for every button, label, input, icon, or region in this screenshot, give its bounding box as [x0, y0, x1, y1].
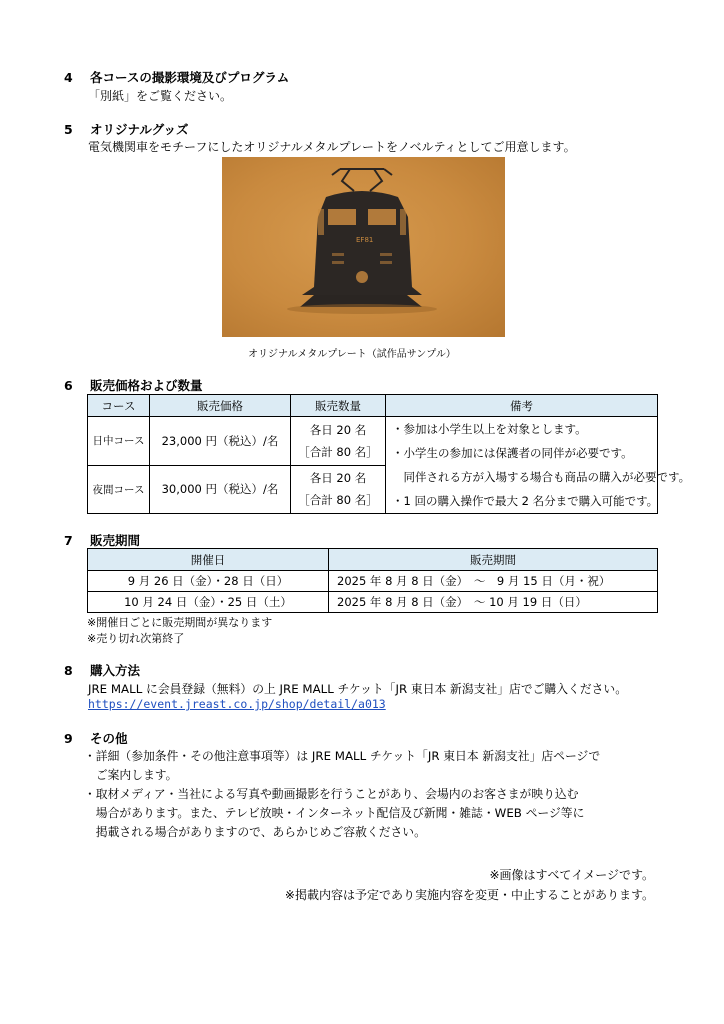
- remark-item: ・小学生の参加には保護者の同伴が必要です。: [392, 446, 633, 460]
- section-4-body: 「別紙」をご覧ください。: [88, 89, 233, 103]
- other-line: 場合があります。また、テレビ放映・インターネット配信及び新聞・雑誌・WEB ページ等に: [84, 806, 585, 820]
- course-quantity: [291, 417, 386, 466]
- quantity-total: ［合計 80 名］: [298, 493, 378, 508]
- header-remarks: 備考: [386, 395, 658, 417]
- header-sales-period: 販売期間: [329, 549, 658, 571]
- table-row: [88, 592, 658, 613]
- shop-link[interactable]: https://event.jreast.co.jp/shop/detail/a013: [88, 697, 386, 711]
- course-price: 23,000 円（税込）/名: [150, 417, 291, 466]
- header-course: コース: [88, 395, 150, 417]
- period-note: ※開催日ごとに販売期間が異なります: [87, 616, 273, 629]
- section-6-heading: [62, 376, 203, 394]
- section-9-number: 9: [64, 731, 73, 746]
- table-row: [88, 571, 658, 592]
- section-5-title: オリジナルグッズ: [90, 122, 189, 137]
- section-8-heading: [62, 661, 140, 679]
- course-name: 夜間コース: [88, 465, 150, 514]
- course-name: 日中コース: [88, 417, 150, 466]
- other-line: ご案内します。: [84, 768, 178, 782]
- metal-plate-photo: [222, 157, 505, 337]
- section-8-body: JRE MALL に会員登録（無料）の上 JRE MALL チケット「JR 東日本 新潟支社」店でご購入ください。: [88, 682, 628, 696]
- section-7-number: 7: [64, 533, 73, 548]
- remark-item: ・1 回の購入操作で最大 2 名分まで購入可能です。: [392, 494, 659, 508]
- photo-caption: オリジナルメタルプレート（試作品サンプル）: [248, 349, 456, 360]
- section-5-number: 5: [64, 122, 73, 137]
- header-price: 販売価格: [150, 395, 291, 417]
- sales-period-table: [87, 548, 658, 613]
- course-price: 30,000 円（税込）/名: [150, 465, 291, 514]
- remark-item: 同伴される方が入場する場合も商品の購入が必要です。: [392, 470, 691, 484]
- remarks-cell: [386, 417, 691, 514]
- table-row: [88, 417, 658, 466]
- remark-item: ・参加は小学生以上を対象とします。: [392, 422, 587, 436]
- quantity-per-day: 各日 20 名: [309, 422, 367, 437]
- course-quantity: [291, 465, 386, 514]
- section-8-title: 購入方法: [90, 663, 141, 678]
- price-table: [87, 394, 691, 514]
- header-event-date: 開催日: [88, 549, 329, 571]
- section-4-number: 4: [64, 70, 73, 85]
- section-5-body: 電気機関車をモチーフにしたオリジナルメタルプレートをノベルティとしてご用意します。: [88, 140, 576, 154]
- section-9-title: その他: [90, 731, 128, 746]
- other-line: 掲載される場合がありますので、あらかじめご容赦ください。: [84, 825, 426, 839]
- event-date: 9 月 26 日（金）・28 日（日）: [88, 571, 329, 592]
- plate-number-text: EF81: [356, 236, 374, 244]
- sales-period: 2025 年 8 月 8 日（金） ～ 10 月 19 日（日）: [329, 592, 658, 613]
- footer-note-image: ※画像はすべてイメージです。: [489, 868, 654, 882]
- shop-link-wrapper: [88, 697, 386, 711]
- price-table-header: [88, 395, 658, 417]
- section-4-heading: [62, 68, 289, 86]
- quantity-total: ［合計 80 名］: [298, 444, 378, 459]
- header-quantity: 販売数量: [291, 395, 386, 417]
- section-8-number: 8: [64, 663, 73, 678]
- sales-period: 2025 年 8 月 8 日（金） ～ 9 月 15 日（月・祝）: [329, 571, 658, 592]
- period-note: ※売り切れ次第終了: [87, 632, 185, 645]
- section-6-number: 6: [64, 378, 73, 393]
- section-9-body: [84, 747, 600, 842]
- quantity-per-day: 各日 20 名: [309, 471, 367, 486]
- section-9-heading: [62, 729, 128, 747]
- section-7-heading: [62, 531, 140, 549]
- footer-note-schedule: ※掲載内容は予定であり実施内容を変更・中止することがあります。: [284, 888, 654, 902]
- other-line: ・詳細（参加条件・その他注意事項等）は JRE MALL チケット「JR 東日本 新潟支社」店ページで: [84, 749, 601, 763]
- section-6-title: 販売価格および数量: [90, 378, 203, 393]
- section-5-heading: [62, 120, 189, 138]
- other-line: ・取材メディア・当社による写真や動画撮影を行うことがあり、会場内のお客さまが映り込む: [84, 787, 579, 801]
- locomotive-plate-icon: [222, 157, 505, 337]
- event-date: 10 月 24 日（金）・25 日（土）: [88, 592, 329, 613]
- period-table-header: [88, 549, 658, 571]
- section-7-title: 販売期間: [90, 533, 141, 548]
- section-4-title: 各コースの撮影環境及びプログラム: [90, 70, 290, 85]
